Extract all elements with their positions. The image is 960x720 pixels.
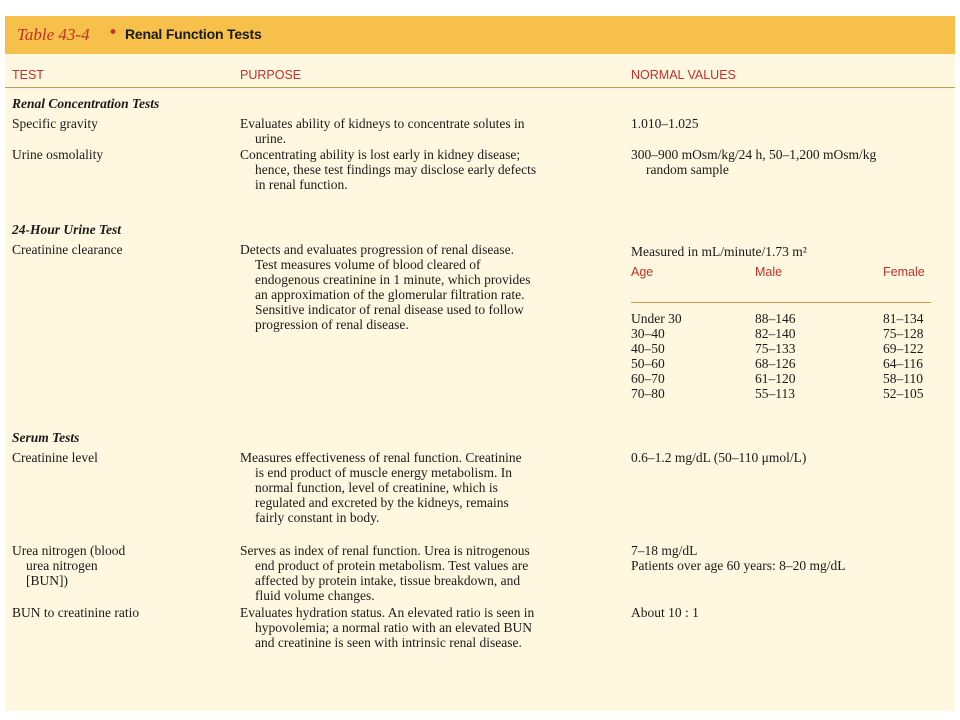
table-title-bar: [5, 16, 955, 54]
renal-function-table: [5, 16, 955, 711]
subheader-male: Male: [755, 265, 783, 279]
clearance-age-0: Under 30: [631, 311, 682, 326]
clearance-age-1: 30–40: [631, 326, 665, 341]
purpose-bun-ratio-line-2: hypovolemia; a normal ratio with an elevated BUN: [255, 620, 533, 635]
clearance-age-3: 50–60: [631, 356, 665, 371]
test-bun-line-1: Urea nitrogen (blood: [12, 543, 126, 558]
purpose-bun-line-3: affected by protein intake, tissue breakdown, and: [255, 573, 521, 588]
normal-bun-ratio: About 10 : 1: [631, 605, 699, 620]
section-24-hour-urine: 24-Hour Urine Test: [12, 222, 122, 237]
test-creatinine-clearance: Creatinine clearance: [12, 242, 123, 257]
test-urine-osmolality: Urine osmolality: [12, 147, 104, 162]
test-creatinine-level: Creatinine level: [12, 450, 98, 465]
table-number: Table 43-4: [17, 25, 90, 44]
section-serum-tests: Serum Tests: [12, 430, 80, 445]
purpose-urine-osmolality-line-3: in renal function.: [255, 177, 348, 192]
clearance-female-1: 75–128: [883, 326, 924, 341]
subheader-divider: [631, 302, 931, 303]
section-renal-concentration: Renal Concentration Tests: [12, 96, 160, 111]
purpose-creatinine-clearance-line-3: endogenous creatinine in 1 minute, which provides: [255, 272, 531, 287]
clearance-age-2: 40–50: [631, 341, 665, 356]
purpose-creatinine-level-line-5: fairly constant in body.: [255, 510, 380, 525]
test-bun-line-3: [BUN]): [26, 573, 68, 588]
normal-urine-osmolality-line-2: random sample: [646, 162, 729, 177]
normal-bun-line-2: Patients over age 60 years: 8–20 mg/dL: [631, 558, 846, 573]
purpose-specific-gravity-line-1: Evaluates ability of kidneys to concentrate solutes in: [240, 116, 525, 131]
test-bun-creatinine-ratio: BUN to creatinine ratio: [12, 605, 140, 620]
table-title: Renal Function Tests: [125, 26, 262, 42]
purpose-urine-osmolality-line-1: Concentrating ability is lost early in kidney disease;: [240, 147, 521, 162]
purpose-creatinine-level-line-2: is end product of muscle energy metabolism. In: [255, 465, 512, 480]
clearance-age-4: 60–70: [631, 371, 665, 386]
purpose-creatinine-level-line-1: Measures effectiveness of renal function. Creatinine: [240, 450, 522, 465]
purpose-creatinine-level-line-3: normal function, level of creatinine, which is: [255, 480, 498, 495]
normal-specific-gravity: 1.010–1.025: [631, 116, 699, 131]
clearance-male-5: 55–113: [755, 386, 795, 401]
subheader-female: Female: [883, 265, 925, 279]
purpose-creatinine-clearance-line-5: Sensitive indicator of renal disease used to follow: [255, 302, 524, 317]
clearance-female-2: 69–122: [883, 341, 924, 356]
clearance-male-3: 68–126: [755, 356, 796, 371]
header-normal-values: NORMAL VALUES: [631, 68, 736, 82]
purpose-bun-ratio-line-1: Evaluates hydration status. An elevated ratio is seen in: [240, 605, 535, 620]
clearance-male-1: 82–140: [755, 326, 796, 341]
purpose-creatinine-clearance-line-6: progression of renal disease.: [255, 317, 409, 332]
normal-urine-osmolality-line-1: 300–900 mOsm/kg/24 h, 50–1,200 mOsm/kg: [631, 147, 877, 162]
clearance-female-4: 58–110: [883, 371, 923, 386]
clearance-male-2: 75–133: [755, 341, 796, 356]
purpose-bun-line-1: Serves as index of renal function. Urea is nitrogenous: [240, 543, 530, 558]
test-specific-gravity: Specific gravity: [12, 116, 98, 131]
clearance-age-5: 70–80: [631, 386, 665, 401]
purpose-creatinine-clearance-line-4: an approximation of the glomerular filtration rate.: [255, 287, 525, 302]
normal-creatinine-level: 0.6–1.2 mg/dL (50–110 μmol/L): [631, 450, 807, 465]
clearance-male-0: 88–146: [755, 311, 796, 326]
clearance-female-0: 81–134: [883, 311, 924, 326]
clearance-female-5: 52–105: [883, 386, 924, 401]
normal-creatinine-clearance-intro: Measured in mL/minute/1.73 m²: [631, 244, 807, 259]
normal-bun-line-1: 7–18 mg/dL: [631, 543, 698, 558]
purpose-urine-osmolality-line-2: hence, these test findings may disclose early defects: [255, 162, 537, 177]
title-bullet: •: [108, 23, 119, 43]
purpose-creatinine-level-line-4: regulated and excreted by the kidneys, remains: [255, 495, 509, 510]
header-test: TEST: [12, 68, 44, 82]
clearance-male-4: 61–120: [755, 371, 796, 386]
purpose-creatinine-clearance-line-1: Detects and evaluates progression of renal disease.: [240, 242, 515, 257]
clearance-female-3: 64–116: [883, 356, 923, 371]
purpose-bun-line-4: fluid volume changes.: [255, 588, 375, 603]
purpose-bun-line-2: end product of protein metabolism. Test values are: [255, 558, 529, 573]
test-bun-line-2: urea nitrogen: [26, 558, 98, 573]
header-purpose: PURPOSE: [240, 68, 302, 82]
purpose-creatinine-clearance-line-2: Test measures volume of blood cleared of: [255, 257, 481, 272]
header-divider: [5, 87, 955, 88]
purpose-bun-ratio-line-3: and creatinine is seen with intrinsic renal disease.: [255, 635, 522, 650]
subheader-age: Age: [631, 265, 654, 279]
purpose-specific-gravity-line-2: urine.: [255, 131, 287, 146]
